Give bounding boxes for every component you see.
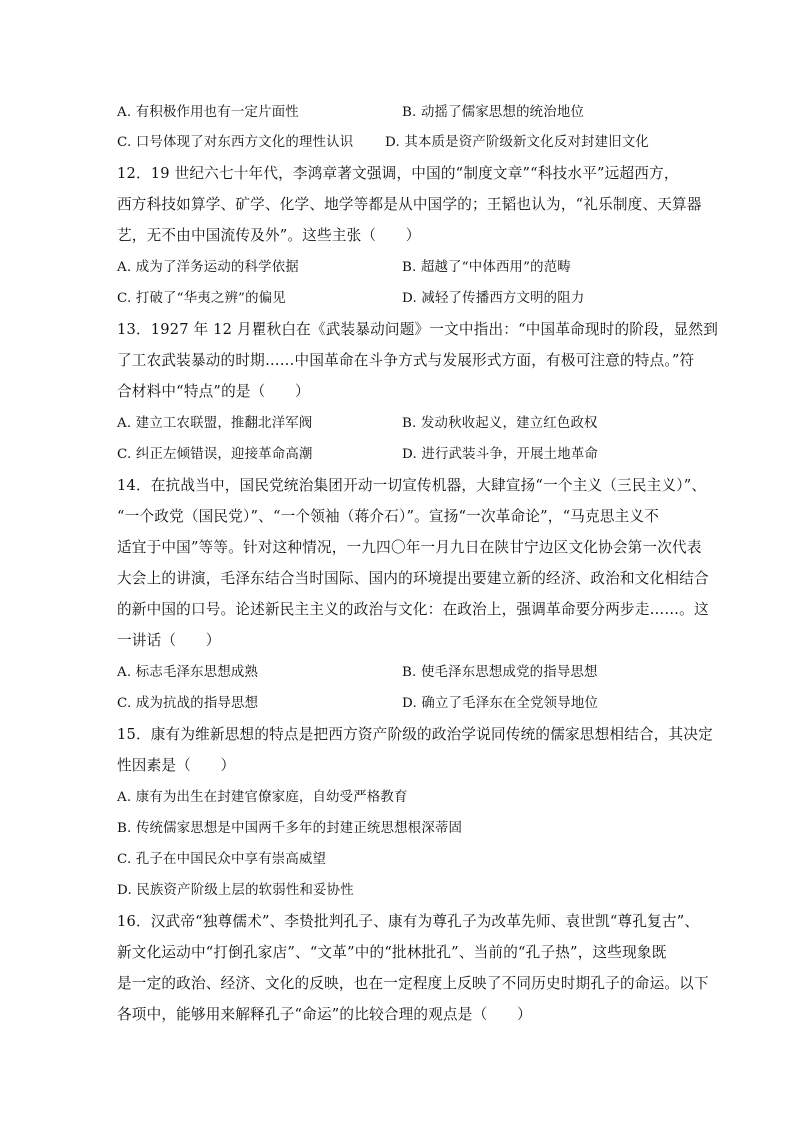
- q15-stem-line-1: 15．康有为维新思想的特点是把西方资产阶级的政治学说同传统的儒家思想相结合，其决定: [117, 726, 713, 743]
- q13-option-c[interactable]: C. 纠正左倾错误，迎接革命高潮: [117, 447, 313, 462]
- q16-stem-line-1: 16．汉武帝“独尊儒术”、李贽批判孔子、康有为尊孔子为改革先师、袁世凯“尊孔复古”、: [117, 913, 700, 930]
- q14-option-a[interactable]: A. 标志毛泽东思想成熟: [117, 665, 259, 680]
- q12-stem-line-3: 艺，无不由中国流传及外”。这些主张（ ）: [117, 227, 421, 244]
- q15-stem-line-2: 性因素是（ ）: [117, 757, 236, 774]
- q15-option-c[interactable]: C. 孔子在中国民众中享有崇高威望: [117, 852, 327, 867]
- q15-option-a[interactable]: A. 康有为出生在封建官僚家庭，自幼受严格教育: [117, 790, 408, 805]
- q16-stem-line-4: 各项中，能够用来解释孔子“命运”的比较合理的观点是（ ）: [117, 1006, 532, 1023]
- q12-stem-line-1: 12．19 世纪六七十年代，李鸿章著文强调，中国的“制度文章”“科技水平”远超西方，: [117, 165, 679, 182]
- q13-stem-line-1: 13．1927 年 12 月瞿秋白在《武装暴动问题》一文中指出：“中国革命现时的阶段，显然到: [117, 321, 719, 338]
- q13-stem-line-3: 合材料中“特点”的是（ ）: [117, 383, 310, 400]
- q14-option-b[interactable]: B. 使毛泽东思想成党的指导思想: [402, 665, 598, 680]
- q12-option-d[interactable]: D. 减轻了传播西方文明的阻力: [402, 291, 585, 306]
- q16-stem-line-2: 新文化运动中“打倒孔家店”、“文革”中的“批林批孔”、当前的“孔子热”，这些现象既: [117, 944, 667, 961]
- q14-option-c[interactable]: C. 成为抗战的指导思想: [117, 696, 259, 711]
- q12-stem-line-2: 西方科技如算学、矿学、化学、地学等都是从中国学的；王韬也认为，“礼乐制度、天算器: [117, 196, 702, 213]
- q11-option-a[interactable]: A. 有积极作用也有一定片面性: [117, 105, 299, 120]
- q14-stem-line-2: “一个政党（国民党）”、“一个领袖（蒋介石）”。宣扬“一次革命论”，“马克思主义不: [117, 508, 660, 525]
- q12-option-a[interactable]: A. 成为了洋务运动的科学依据: [117, 260, 299, 275]
- q14-stem-line-5: 的新中国的口号。论述新民主主义的政治与文化：在政治上，强调革命要分两步走……。这: [117, 601, 709, 618]
- q14-stem-line-3: 适宜于中国”等等。针对这种情况，一九四〇年一月九日在陕甘宁边区文化协会第一次代表: [117, 539, 702, 556]
- q13-option-a[interactable]: A. 建立工农联盟，推翻北洋军阀: [117, 416, 313, 431]
- q16-stem-line-3: 是一定的政治、经济、文化的反映，也在一定程度上反映了不同历史时期孔子的命运。以下: [117, 975, 709, 992]
- q14-stem-line-4: 大会上的讲演，毛泽东结合当时国际、国内的环境提出要建立新的经济、政治和文化相结合: [117, 570, 709, 587]
- q15-option-d[interactable]: D. 民族资产阶级上层的软弱性和妥协性: [117, 883, 354, 898]
- q14-option-d[interactable]: D. 确立了毛泽东在全党领导地位: [402, 696, 599, 711]
- q15-option-b[interactable]: B. 传统儒家思想是中国两千多年的封建正统思想根深蒂固: [117, 821, 463, 836]
- q12-option-b[interactable]: B. 超越了“中体西用”的范畴: [402, 260, 571, 275]
- q13-option-d[interactable]: D. 进行武装斗争，开展土地革命: [402, 447, 599, 462]
- q13-stem-line-2: 了工农武装暴动的时期……中国革命在斗争方式与发展形式方面，有极可注意的特点。”符: [117, 352, 695, 369]
- q12-option-c[interactable]: C. 打破了“华夷之辨”的偏见: [117, 291, 286, 306]
- q11-option-b[interactable]: B. 动摇了儒家思想的统治地位: [402, 105, 585, 120]
- q11-option-d[interactable]: D. 其本质是资产阶级新文化反对封建旧文化: [385, 135, 650, 150]
- q14-stem-line-6: 一讲话（ ）: [117, 632, 221, 649]
- q13-option-b[interactable]: B. 发动秋收起义，建立红色政权: [402, 416, 598, 431]
- q11-option-c[interactable]: C. 口号体现了对东西方文化的理性认识: [117, 135, 354, 150]
- q14-stem-line-1: 14．在抗战当中，国民党统治集团开动一切宣传机器，大肆宣扬“一个主义（三民主义）”、: [117, 477, 707, 494]
